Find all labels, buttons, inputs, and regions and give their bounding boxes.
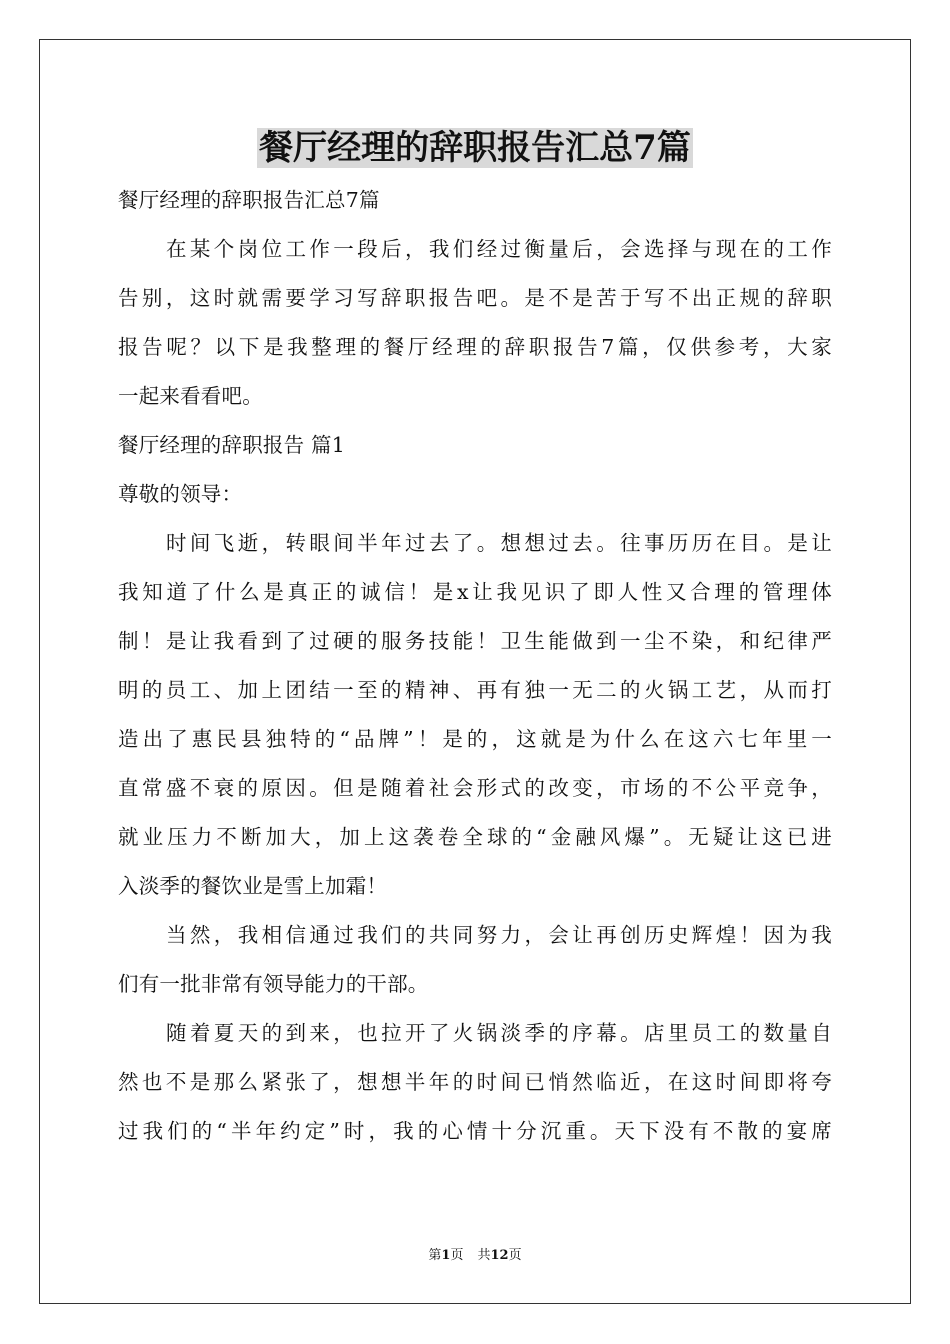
document-title <box>0 124 950 172</box>
text-line: 我知道了什么是真正的诚信！是x让我见识了即人性又合理的管理体 <box>118 580 832 604</box>
page-current: 1 <box>441 1248 451 1263</box>
text-line: 直常盛不衰的原因。但是随着社会形式的改变，市场的不公平竞争， <box>118 776 832 800</box>
text-line: 尊敬的领导： <box>118 482 243 506</box>
text-line: 餐厅经理的辞职报告汇总7篇 <box>118 188 380 212</box>
text-line: 然也不是那么紧张了，想想半年的时间已悄然临近，在这时间即将夸 <box>118 1070 832 1094</box>
text-line: 过我们的“半年约定”时，我的心情十分沉重。天下没有不散的宴席 <box>118 1119 832 1143</box>
page-suffix: 页 <box>450 1248 464 1263</box>
text-line: 明的员工、加上团结一至的精神、再有独一无二的火锅工艺，从而打 <box>118 678 832 702</box>
page-total: 12 <box>490 1248 509 1263</box>
text-line: 随着夏天的到来，也拉开了火锅淡季的序幕。店里员工的数量自 <box>166 1021 832 1045</box>
text-line: 入淡季的餐饮业是雪上加霜！ <box>118 874 388 898</box>
document-title-text: 餐厅经理的辞职报告汇总7篇 <box>259 128 691 168</box>
text-line: 一起来看看吧。 <box>118 384 263 408</box>
document-body <box>118 176 832 1156</box>
text-line: 餐厅经理的辞职报告 篇1 <box>118 433 345 457</box>
total-suffix: 页 <box>508 1248 522 1263</box>
text-line: 们有一批非常有领导能力的干部。 <box>118 972 429 996</box>
text-line: 告别，这时就需要学习写辞职报告吧。是不是苦于写不出正规的辞职 <box>118 286 832 310</box>
text-line: 在某个岗位工作一段后，我们经过衡量后，会选择与现在的工作 <box>166 237 832 261</box>
text-line: 就业压力不断加大，加上这袭卷全球的“金融风爆”。无疑让这已进 <box>118 825 832 849</box>
text-line: 造出了惠民县独特的“品牌”！是的，这就是为什么在这六七年里一 <box>118 727 832 751</box>
page-prefix: 第 <box>428 1248 442 1263</box>
text-line: 当然，我相信通过我们的共同努力，会让再创历史辉煌！因为我 <box>166 923 832 947</box>
total-prefix: 共 <box>477 1248 491 1263</box>
text-line: 报告呢？以下是我整理的餐厅经理的辞职报告7篇，仅供参考，大家 <box>118 335 832 359</box>
text-line: 制！是让我看到了过硬的服务技能！卫生能做到一尘不染，和纪律严 <box>118 629 832 653</box>
text-line: 时间飞逝，转眼间半年过去了。想想过去。往事历历在目。是让 <box>166 531 832 555</box>
page-footer <box>0 1246 950 1266</box>
